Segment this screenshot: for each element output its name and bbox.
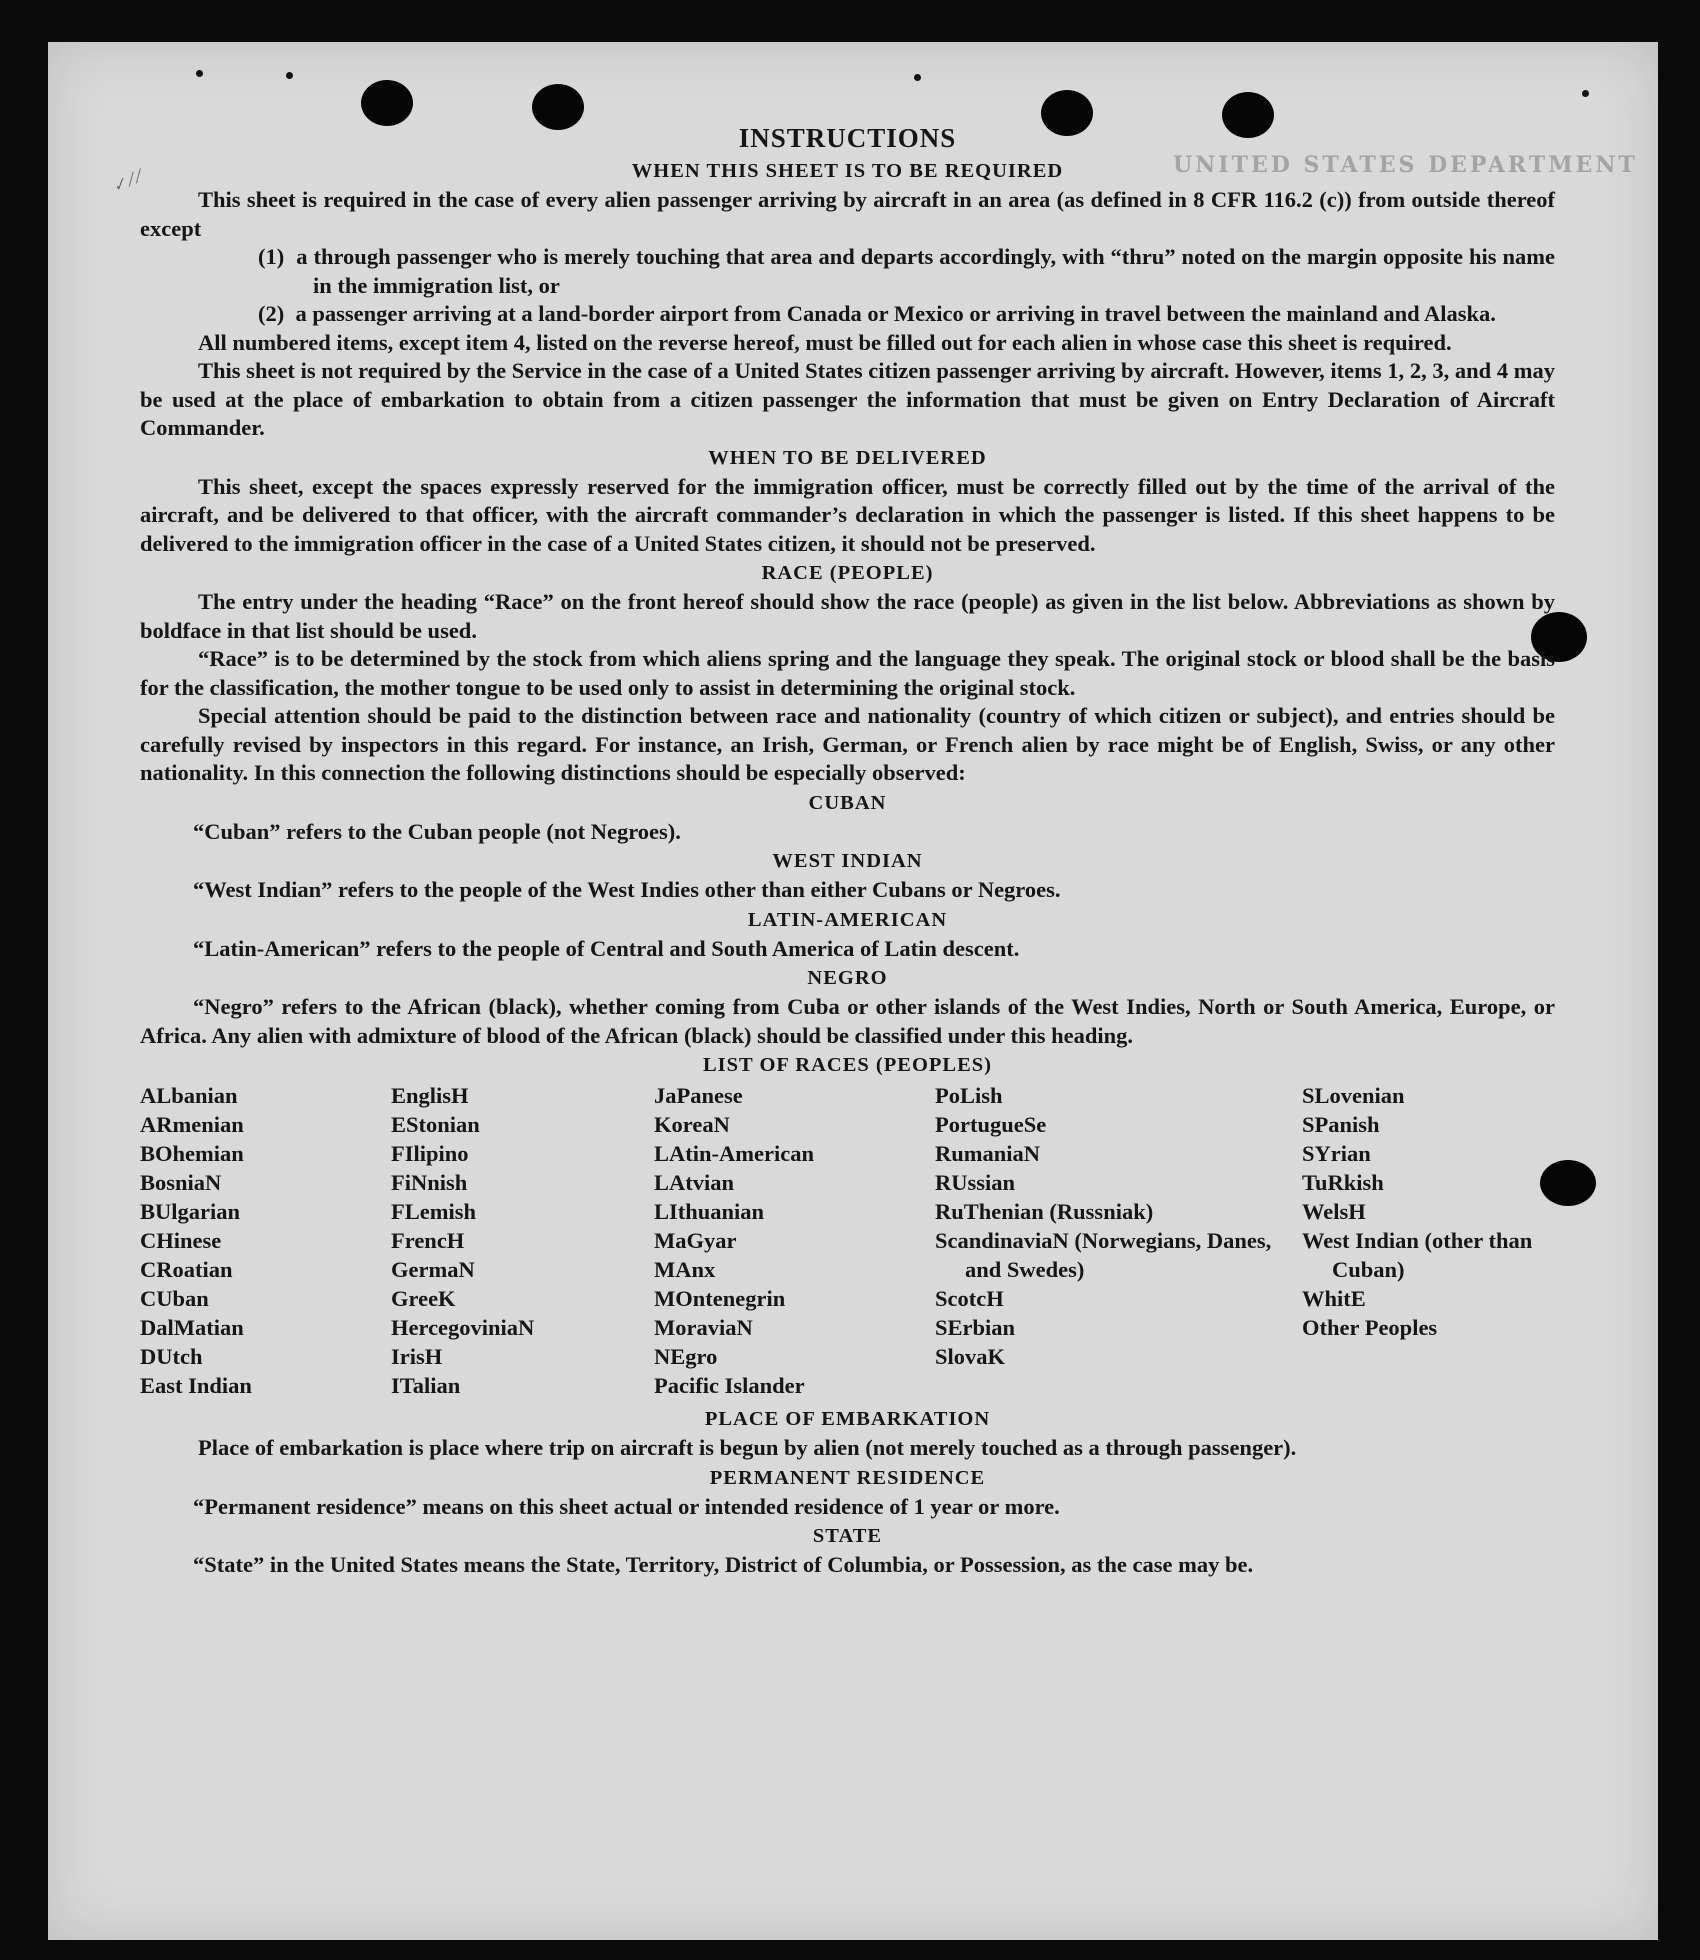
instructions-text xyxy=(140,120,1638,1580)
race-entry: ARmenian xyxy=(140,1112,244,1137)
race-entry: PortugueSe xyxy=(935,1112,1047,1137)
race-entry: SPanish xyxy=(1302,1112,1380,1137)
race-entry: LAtvian xyxy=(654,1170,735,1195)
exception-text: a through passenger who is merely touching that area and departs accordingly, with “thru” noted on the margin opposite his name in the immigration list, or xyxy=(296,244,1556,298)
race-entry: EStonian xyxy=(391,1112,480,1137)
paragraph-state: “State” in the United States means the State, Territory, District of Columbia, or Possession, as the case may be. xyxy=(193,1552,1254,1577)
heading-list-of-races: LIST OF RACES (PEOPLES) xyxy=(703,1054,992,1076)
race-entry: IrisH xyxy=(391,1344,443,1369)
race-entry: ALbanian xyxy=(140,1083,238,1108)
heading-embarkation: PLACE OF EMBARKATION xyxy=(704,1408,991,1430)
race-entry: MaGyar xyxy=(654,1228,737,1253)
race-entry: DUtch xyxy=(140,1344,203,1369)
race-entry: MoraviaN xyxy=(654,1315,753,1340)
page-title: INSTRUCTIONS xyxy=(738,123,957,153)
race-entry: SlovaK xyxy=(935,1344,1006,1369)
paragraph-race: The entry under the heading “Race” on the front hereof should show the race (people) as given in the list below. Abbreviations as shown by boldface in that list should be used. xyxy=(140,589,1555,643)
race-entry: RuThenian (Russniak) xyxy=(935,1199,1154,1224)
races-column xyxy=(654,1081,935,1400)
race-entry: GermaN xyxy=(391,1257,475,1282)
exception-number: (1) xyxy=(258,244,285,269)
paragraph-when-delivered: This sheet, except the spaces expressly reserved for the immigration officer, must be correctly filled out by the time of the arrival of the aircraft, and be delivered to that officer, with the aircraft commander’s declaration in which the passenger is listed. If this sheet happens to be delivered to the immigration officer in the case of a United States citizen, it should not be preserved. xyxy=(140,473,1555,556)
paragraph-race: “Race” is to be determined by the stock from which aliens spring and the language they speak. The original stock or blood shall be the basis for the classification, the mother tongue to be used only to assist in determining the original stock. xyxy=(140,646,1555,700)
race-entry: JaPanese xyxy=(654,1083,743,1108)
paragraph-permanent-residence: “Permanent residence” means on this sheet actual or intended residence of 1 year or more. xyxy=(193,1493,1060,1519)
speck xyxy=(196,70,203,77)
race-entry: FiNnish xyxy=(391,1170,468,1195)
speck xyxy=(914,74,921,81)
pencil-marks: ✓ ⁄ ⁄ xyxy=(109,166,144,197)
definition-west-indian: “West Indian” refers to the people of the West Indies other than either Cubans or Negroes. xyxy=(193,877,1061,902)
races-column xyxy=(140,1081,391,1400)
race-entry: SLovenian xyxy=(1302,1083,1405,1108)
heading-permanent-residence: PERMANENT RESIDENCE xyxy=(709,1466,986,1489)
races-column xyxy=(935,1081,1302,1400)
paragraph-race: Special attention should be paid to the distinction between race and nationality (country of which citizen or subject), and entries should be carefully revised by inspectors in this regard. For instance, an Irish, German, or French alien by race might be of English, Swiss, or any other nationality. In this connection the following distinctions should be especially observed: xyxy=(140,703,1555,785)
heading-state: STATE xyxy=(812,1525,883,1547)
definition-negro: “Negro” refers to the African (black), whether coming from Cuba or other islands of the West Indies, North or South America, Europe, or Africa. Any alien with admixture of blood of the African (black) should be classified under this heading. xyxy=(140,994,1555,1048)
race-entry: GreeK xyxy=(391,1286,456,1311)
race-entry: CRoatian xyxy=(140,1257,233,1282)
speck xyxy=(286,72,293,79)
race-entry: West Indian (other than Cuban) xyxy=(1302,1228,1533,1282)
race-entry: ScandinaviaN (Norwegians, Danes, and Swedes) xyxy=(935,1228,1272,1282)
race-entry: FIlipino xyxy=(391,1141,469,1166)
definition-cuban: “Cuban” refers to the Cuban people (not Negroes). xyxy=(193,818,681,844)
race-entry: TuRkish xyxy=(1302,1170,1384,1195)
heading-when-delivered: WHEN TO BE DELIVERED xyxy=(708,446,987,469)
exception-number: (2) xyxy=(258,301,285,326)
race-entry: FrencH xyxy=(391,1228,465,1253)
race-entry: RumaniaN xyxy=(935,1141,1041,1166)
race-entry: SErbian xyxy=(935,1315,1016,1340)
races-list xyxy=(140,1081,1555,1400)
race-entry: CHinese xyxy=(140,1228,222,1253)
race-entry: RUssian xyxy=(935,1170,1016,1195)
races-column xyxy=(1302,1081,1555,1400)
race-entry: LIthuanian xyxy=(654,1199,765,1224)
paragraph-embarkation: Place of embarkation is place where trip on aircraft is begun by alien (not merely touched as a through passenger). xyxy=(198,1435,1297,1460)
races-column xyxy=(391,1081,654,1400)
race-entry: ITalian xyxy=(391,1373,461,1398)
race-entry: WhitE xyxy=(1302,1286,1366,1311)
race-entry: EnglisH xyxy=(391,1083,469,1108)
race-entry: Pacific Islander xyxy=(654,1373,805,1398)
race-entry: HercegoviniaN xyxy=(391,1315,535,1340)
race-entry: BosniaN xyxy=(140,1170,222,1195)
race-entry: MAnx xyxy=(654,1257,716,1282)
heading-cuban: CUBAN xyxy=(808,791,887,814)
race-entry: East Indian xyxy=(140,1373,252,1398)
race-entry: Other Peoples xyxy=(1302,1315,1438,1340)
heading-latin-american: LATIN-AMERICAN xyxy=(747,908,948,931)
race-entry: WelsH xyxy=(1302,1199,1366,1224)
race-entry: CUban xyxy=(140,1286,209,1311)
race-entry: NEgro xyxy=(654,1344,718,1369)
exception-item xyxy=(140,300,1555,329)
heading-west-indian: WEST INDIAN xyxy=(772,850,923,872)
heading-race: RACE (PEOPLE) xyxy=(761,562,934,584)
heading-when-required: WHEN THIS SHEET IS TO BE REQUIRED xyxy=(631,160,1064,182)
race-entry: SYrian xyxy=(1302,1141,1371,1166)
paragraph-citizen: This sheet is not required by the Service in the case of a United States citizen passenger arriving by aircraft. However, items 1, 2, 3, and 4 may be used at the place of embarkation to obtain from a citizen passenger the information that must be given on Entry Declaration of Aircraft Commander. xyxy=(140,358,1555,440)
race-entry: BOhemian xyxy=(140,1141,244,1166)
bleed-through-text: UNITED STATES DEPARTMENT xyxy=(1173,152,1638,178)
race-entry: PoLish xyxy=(935,1083,1003,1108)
race-entry: ScotcH xyxy=(935,1286,1004,1311)
exception-item xyxy=(140,243,1555,300)
heading-negro: NEGRO xyxy=(807,967,888,989)
race-entry: LAtin-American xyxy=(654,1141,814,1166)
paragraph-when-required: This sheet is required in the case of every alien passenger arriving by aircraft in an area (as defined in 8 CFR 116.2 (c)) from outside thereof except xyxy=(140,187,1555,241)
definition-latin-american: “Latin-American” refers to the people of Central and South America of Latin descent. xyxy=(193,935,1020,961)
speck xyxy=(1582,90,1589,97)
race-entry: DalMatian xyxy=(140,1315,244,1340)
race-entry: BUlgarian xyxy=(140,1199,241,1224)
exception-text: a passenger arriving at a land-border airport from Canada or Mexico or arriving in travel between the mainland and Alaska. xyxy=(295,301,1496,326)
paragraph-numbered-items: All numbered items, except item 4, listed on the reverse hereof, must be filled out for each alien in whose case this sheet is required. xyxy=(198,329,1452,355)
race-entry: KoreaN xyxy=(654,1112,730,1137)
race-entry: MOntenegrin xyxy=(654,1286,786,1311)
race-entry: FLemish xyxy=(391,1199,477,1224)
